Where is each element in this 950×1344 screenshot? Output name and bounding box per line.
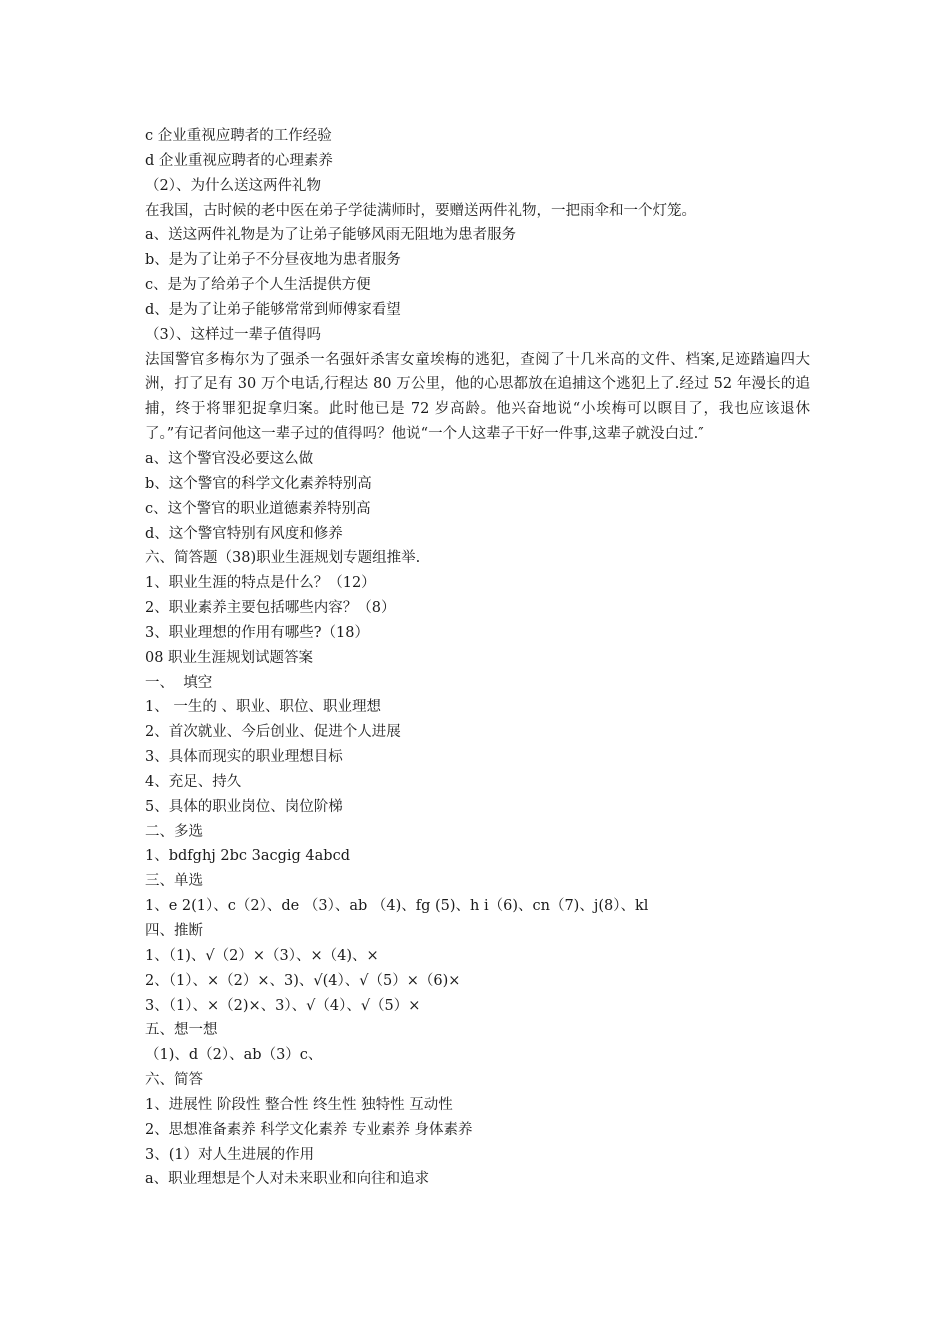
question-2-option-b: b、是为了让弟子不分昼夜地为患者服务 [145, 252, 401, 269]
answers-short-heading: 六、简答 [145, 1072, 203, 1089]
answers-single-heading: 三、单选 [145, 873, 203, 890]
question-3-story-paragraph: 法国警官多梅尔为了强杀一名强奸杀害女童埃梅的逃犯，查阅了十几米高的文件、档案,足迹踏遍四大洲，打了足有 30 万个电话,行程达 80 万公里，他的心思都放在追捕这个逃犯上了.经过 52 年漫长的追捕，终于将罪犯捉拿归案。此时他已是 72 岁高龄。他兴奋地说“小埃梅可以瞑目了，我也应该退休了。”有记者问他这一辈子过的值得吗？他说“一个人这辈子干好一件事,这辈子就没白过.″ [145, 351, 810, 443]
answers-judge-1: 1、（1)、√（2）×（3）、×（4)、× [145, 947, 379, 964]
answers-fill-5: 5、具体的职业岗位、岗位阶梯 [145, 798, 343, 815]
question-3-title: （3）、这样过一辈子值得吗 [145, 326, 321, 343]
question-2-body: 在我国，古时候的老中医在弟子学徒满师时，要赠送两件礼物，一把雨伞和一个灯笼。 [145, 202, 696, 219]
question-2-option-c: c、是为了给弟子个人生活提供方便 [145, 277, 371, 294]
question-3-option-b: b、这个警官的科学文化素养特别高 [145, 475, 372, 492]
question-3-option-a: a、这个警官没必要这么做 [145, 450, 314, 467]
answers-fill-4: 4、充足、持久 [145, 773, 242, 790]
answers-title: 08 职业生涯规划试题答案 [145, 649, 314, 666]
answers-fill-3: 3、具体而现实的职业理想目标 [145, 749, 343, 766]
short-answer-q2: 2、职业素养主要包括哪些内容？（8） [145, 600, 396, 617]
question-2-option-d: d、是为了让弟子能够常常到师傅家看望 [145, 301, 401, 318]
answers-multi-heading: 二、多选 [145, 823, 203, 840]
answers-judge-2: 2、（1）、×（2）×、3)、√(4）、√（5）×（6)× [145, 972, 461, 989]
answers-fill-1: 1、 一生的 、职业、职位、职业理想 [145, 699, 381, 716]
question-2-title: （2）、为什么送这两件礼物 [145, 177, 321, 194]
question-2-option-a: a、送这两件礼物是为了让弟子能够风雨无阻地为患者服务 [145, 227, 517, 244]
answers-judge-3: 3、（1）、×（2)×、3）、√（4）、√（5）× [145, 997, 421, 1014]
question-3-option-d: d、这个警官特别有风度和修养 [145, 525, 343, 542]
option-c-work-experience: c 企业重视应聘者的工作经验 [145, 128, 332, 144]
question-3-option-c: c、这个警官的职业道德素养特别高 [145, 500, 371, 517]
answers-think-heading: 五、想一想 [145, 1022, 218, 1039]
document-page [145, 124, 810, 1192]
short-answer-q1: 1、职业生涯的特点是什么？（12） [145, 575, 376, 592]
answers-fill-2: 2、首次就业、今后创业、促进个人进展 [145, 724, 401, 741]
answers-short-1: 1、进展性 阶段性 整合性 终生性 独特性 互动性 [145, 1096, 453, 1113]
answers-judge-heading: 四、推断 [145, 923, 203, 939]
answers-multi-1: 1、bdfghj 2bc 3acgig 4abcd [145, 848, 350, 865]
answers-single-1: 1、e 2(1）、c（2）、de （3）、ab （4)、fg (5)、h i（6)、cn（7)、j(8）、kl [145, 898, 649, 915]
answers-short-3: 3、(1）对人生进展的作用 [145, 1146, 315, 1163]
answers-think-1: （1)、d（2）、ab（3）c、 [145, 1047, 323, 1064]
answers-short-3a: a、职业理想是个人对未来职业和向往和追求 [145, 1171, 430, 1188]
answers-short-2: 2、思想准备素养 科学文化素养 专业素养 身体素养 [145, 1121, 473, 1138]
short-answer-q3: 3、职业理想的作用有哪些?（18） [145, 624, 369, 641]
option-d-psychological-quality: d 企业重视应聘者的心理素养 [145, 152, 333, 169]
answers-fill-heading: 一、 填空 [145, 674, 213, 691]
section-6-heading: 六、简答题（38)职业生涯规划专题组推举. [145, 550, 421, 567]
